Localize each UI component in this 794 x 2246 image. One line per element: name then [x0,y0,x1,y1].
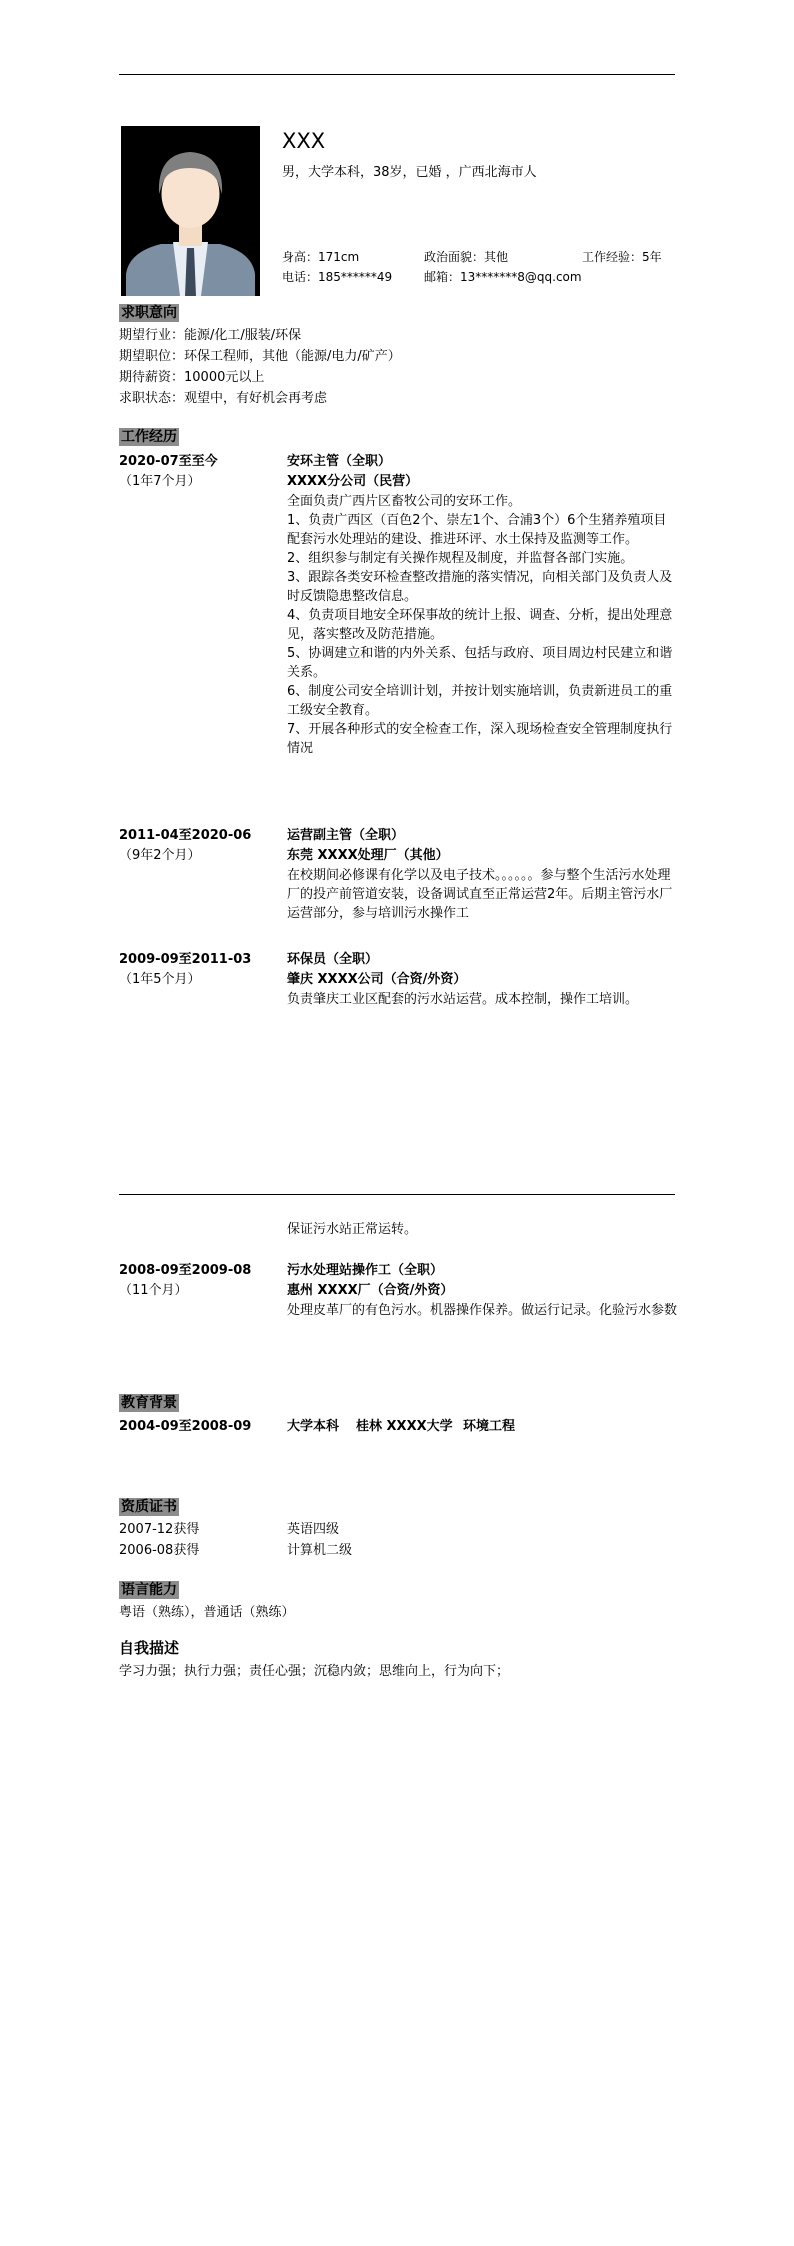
job3-company: 肇庆 XXXX公司（合资/外资） [287,972,467,987]
avatar-icon [121,126,260,296]
job4-description [287,1301,677,1320]
language-text: 粤语（熟练），普通话（熟练） [119,1605,295,1620]
job3-description [287,990,677,1009]
job4-duration: （11个月） [119,1283,188,1298]
section-title-self: 自我描述 [119,1639,180,1657]
politics-field: 政治面貌：其他 [424,250,509,264]
job4-desc-line: 处理皮革厂的有色污水。机器操作保养。做运行记录。化验污水参数 [287,1303,678,1318]
job1-desc-line: 7、开展各种形式的安全检查工作，深入现场检查安全管理制度执行情况 [287,722,673,756]
job2-company: 东莞 XXXX处理厂（其他） [287,848,449,863]
job1-duration: （1年7个月） [119,474,201,489]
intent-industry: 期望行业：能源/化工/服装/环保 [119,328,302,343]
job1-desc-line: 4、负责项目地安全环保事故的统计上报、调查、分析，提出处理意见，落实整改及防范措施。 [287,608,673,642]
cert2-date: 2006-08获得 [119,1543,200,1558]
education-major: 环境工程 [463,1419,516,1434]
page2-rule [119,1194,675,1195]
job1-position: 安环主管（全职） [287,454,392,469]
job4-company: 惠州 XXXX厂（合资/外资） [287,1283,454,1298]
job2-desc-line: 在校期间必修课有化学以及电子技术。。。。。。参与整个生活污水处理厂的投产前管道安装，设备调试直至正常运营2年。后期主管污水厂运营部分，参与培训污水操作工 [287,868,673,921]
job3-position: 环保员（全职） [287,952,379,967]
intent-position: 期望职位：环保工程师，其他（能源/电力/矿产） [119,349,401,364]
top-rule [119,74,675,75]
self-text: 学习力强；执行力强；责任心强；沉稳内敛；思维向上，行为向下； [119,1664,510,1679]
profile-photo [121,126,260,296]
job3-duration: （1年5个月） [119,972,201,987]
intent-salary: 期待薪资：10000元以上 [119,370,265,385]
job1-description [287,492,677,758]
job3-desc-line: 负责肇庆工业区配套的污水站运营。成本控制，操作工培训。 [287,992,639,1007]
job1-company: XXXX分公司（民营） [287,474,419,489]
cert1-date: 2007-12获得 [119,1522,200,1537]
job1-desc-line: 全面负责广西片区畜牧公司的安环工作。 [287,494,522,509]
cert2-name: 计算机二级 [287,1543,353,1558]
cert1-name: 英语四级 [287,1522,340,1537]
section-title-language: 语言能力 [121,1582,177,1598]
education-degree: 大学本科 [287,1419,340,1434]
section-title-intent: 求职意向 [121,305,177,321]
job3-period: 2009-09至2011-03 [119,952,252,967]
job3-desc-continued: 保证污水站正常运转。 [287,1222,418,1237]
job4-period: 2008-09至2009-08 [119,1263,252,1278]
experience-field: 工作经验：5年 [582,250,662,264]
job1-desc-line: 2、组织参与制定有关操作规程及制度，并监督各部门实施。 [287,551,634,566]
section-title-education: 教育背景 [121,1395,177,1411]
intent-status: 求职状态：观望中，有好机会再考虑 [119,391,328,406]
candidate-summary: 男，大学本科，38岁，已婚 ，广西北海市人 [282,165,537,180]
job4-position: 污水处理站操作工（全职） [287,1263,444,1278]
job2-period: 2011-04至2020-06 [119,828,252,843]
section-title-certs: 资质证书 [121,1499,177,1515]
job1-period: 2020-07至至今 [119,454,218,469]
education-period: 2004-09至2008-09 [119,1419,252,1434]
job2-description [287,866,677,923]
job1-desc-line: 1、负责广西区（百色2个、崇左1个、合浦3个）6个生猪养殖项目配套污水处理站的建设、推进环评、水土保持及监测等工作。 [287,513,667,547]
height-field: 身高：171cm [282,250,360,264]
job2-duration: （9年2个月） [119,848,201,863]
email-field: 邮箱：13*******8@qq.com [424,270,582,284]
job2-position: 运营副主管（全职） [287,828,405,843]
job1-desc-line: 3、跟踪各类安环检查整改措施的落实情况，向相关部门及负责人及时反馈隐患整改信息。 [287,570,673,604]
job1-desc-line: 6、制度公司安全培训计划，并按计划实施培训，负责新进员工的重工级安全教育。 [287,684,673,718]
phone-field: 电话：185******49 [282,270,393,284]
candidate-name: XXX [282,129,326,153]
section-title-work: 工作经历 [121,429,177,445]
education-school: 桂林 XXXX大学 [356,1419,453,1434]
job1-desc-line: 5、协调建立和谐的内外关系、包括与政府、项目周边村民建立和谐关系。 [287,646,673,680]
